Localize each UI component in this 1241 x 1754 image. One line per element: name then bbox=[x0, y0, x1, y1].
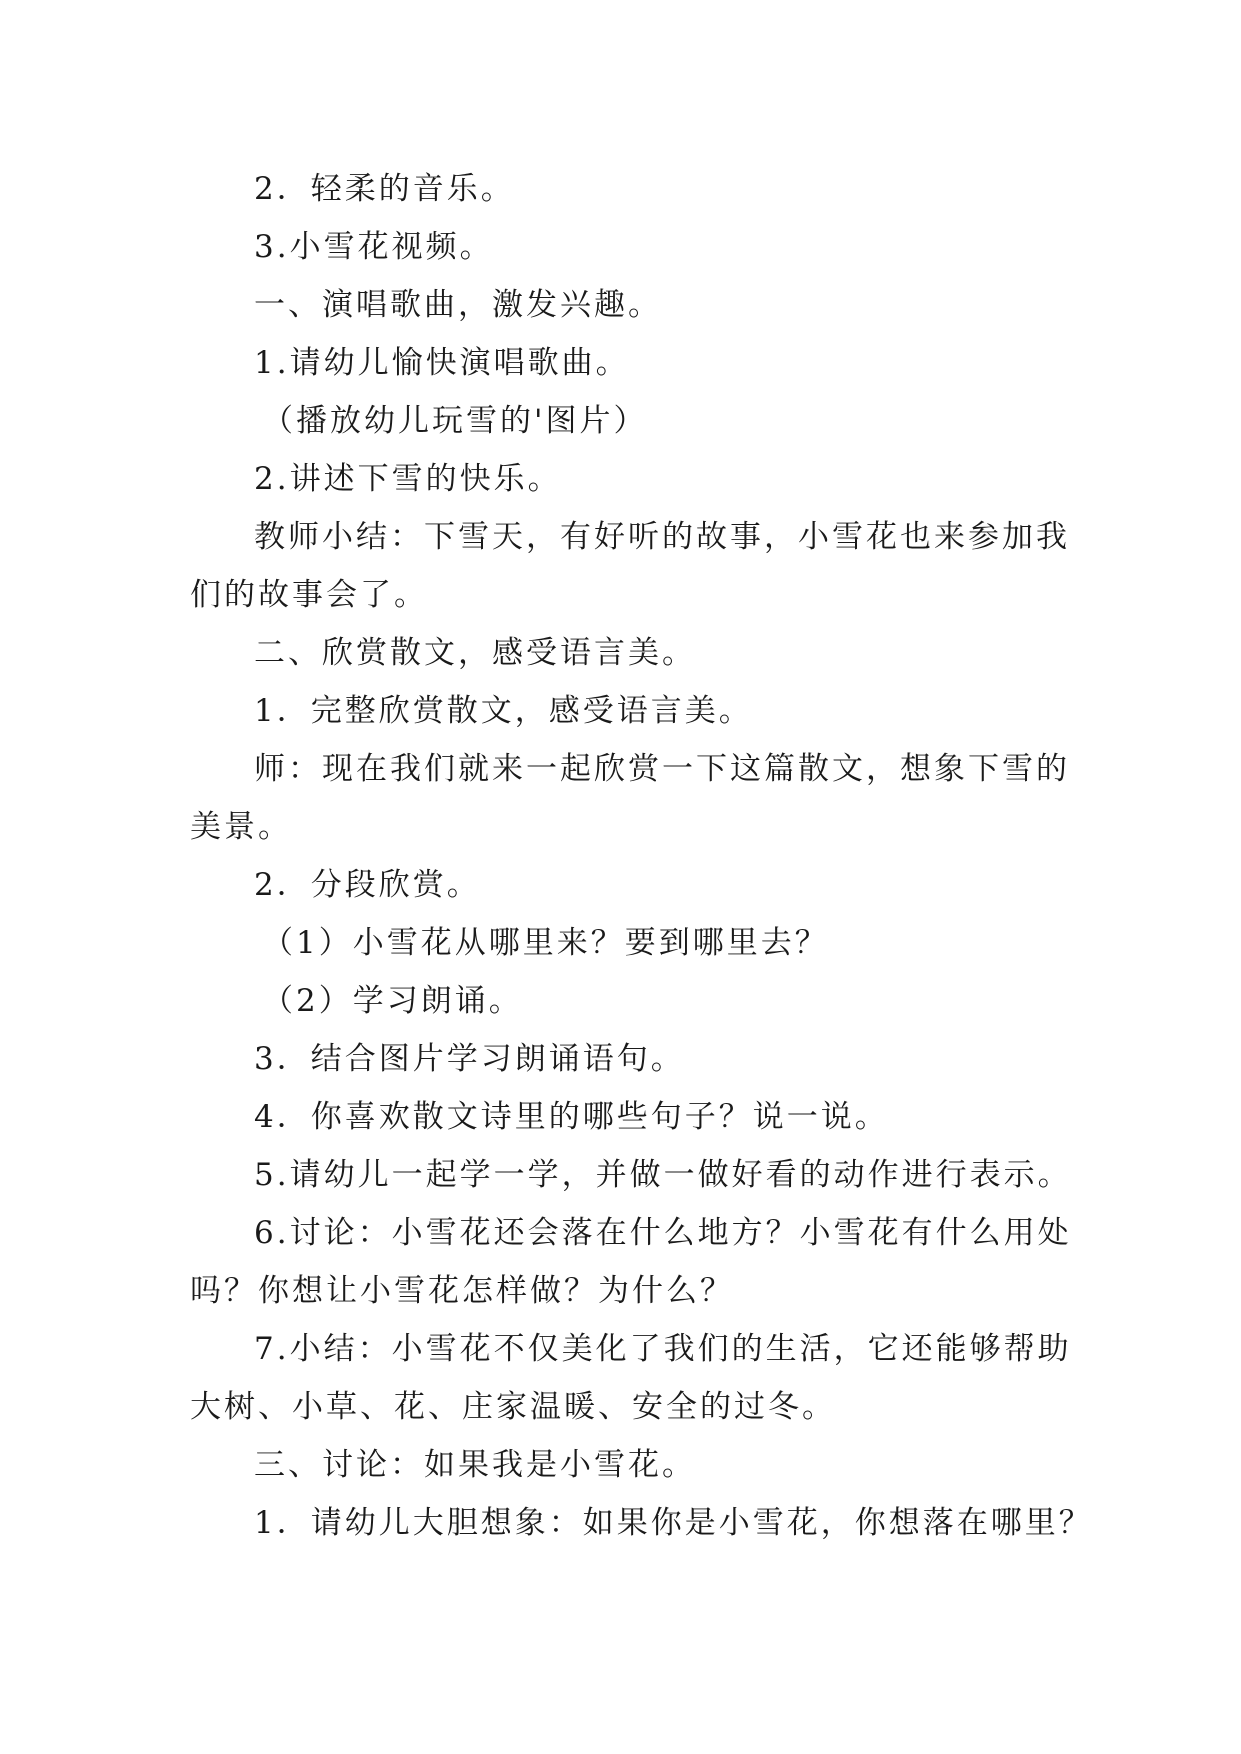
paragraph-line: 师：现在我们就来一起欣赏一下这篇散文，想象下雪的 bbox=[254, 751, 1070, 787]
paragraph-line: 7.小结：小雪花不仅美化了我们的生活，它还能够帮助 bbox=[254, 1331, 1072, 1367]
paragraph-line: 6.讨论：小雪花还会落在什么地方？小雪花有什么用处 bbox=[254, 1215, 1072, 1251]
paragraph-continuation: 们的故事会了。 bbox=[190, 577, 428, 613]
paragraph-line: （1）小雪花从哪里来？要到哪里去？ bbox=[262, 925, 829, 961]
paragraph-line: 5.请幼儿一起学一学，并做一做好看的动作进行表示。 bbox=[254, 1157, 1072, 1193]
section-heading: 三、讨论：如果我是小雪花。 bbox=[254, 1447, 696, 1483]
paragraph-line: 4．你喜欢散文诗里的哪些句子？说一说。 bbox=[254, 1099, 889, 1135]
paragraph-continuation: 吗？你想让小雪花怎样做？为什么？ bbox=[190, 1273, 734, 1309]
document-body bbox=[190, 160, 1093, 1552]
paragraph-line: （播放幼儿玩雪的'图片） bbox=[262, 403, 648, 439]
paragraph-line: 1.请幼儿愉快演唱歌曲。 bbox=[254, 345, 630, 381]
paragraph-line: 3．结合图片学习朗诵语句。 bbox=[254, 1041, 685, 1077]
paragraph-line: （2）学习朗诵。 bbox=[262, 983, 523, 1019]
paragraph-line: 2．分段欣赏。 bbox=[254, 867, 481, 903]
section-heading: 一、演唱歌曲，激发兴趣。 bbox=[254, 287, 662, 323]
paragraph-continuation: 美景。 bbox=[190, 809, 292, 845]
paragraph-line: 2.讲述下雪的快乐。 bbox=[254, 461, 562, 497]
paragraph-line: 教师小结：下雪天，有好听的故事，小雪花也来参加我 bbox=[254, 519, 1070, 555]
section-heading: 二、欣赏散文，感受语言美。 bbox=[254, 635, 696, 671]
paragraph-line: 1．请幼儿大胆想象：如果你是小雪花，你想落在哪里？ bbox=[254, 1505, 1093, 1541]
paragraph-line: 2．轻柔的音乐。 bbox=[254, 171, 515, 207]
paragraph-line: 1．完整欣赏散文，感受语言美。 bbox=[254, 693, 753, 729]
paragraph-continuation: 大树、小草、花、庄家温暖、安全的过冬。 bbox=[190, 1389, 836, 1425]
paragraph-line: 3.小雪花视频。 bbox=[254, 229, 494, 265]
